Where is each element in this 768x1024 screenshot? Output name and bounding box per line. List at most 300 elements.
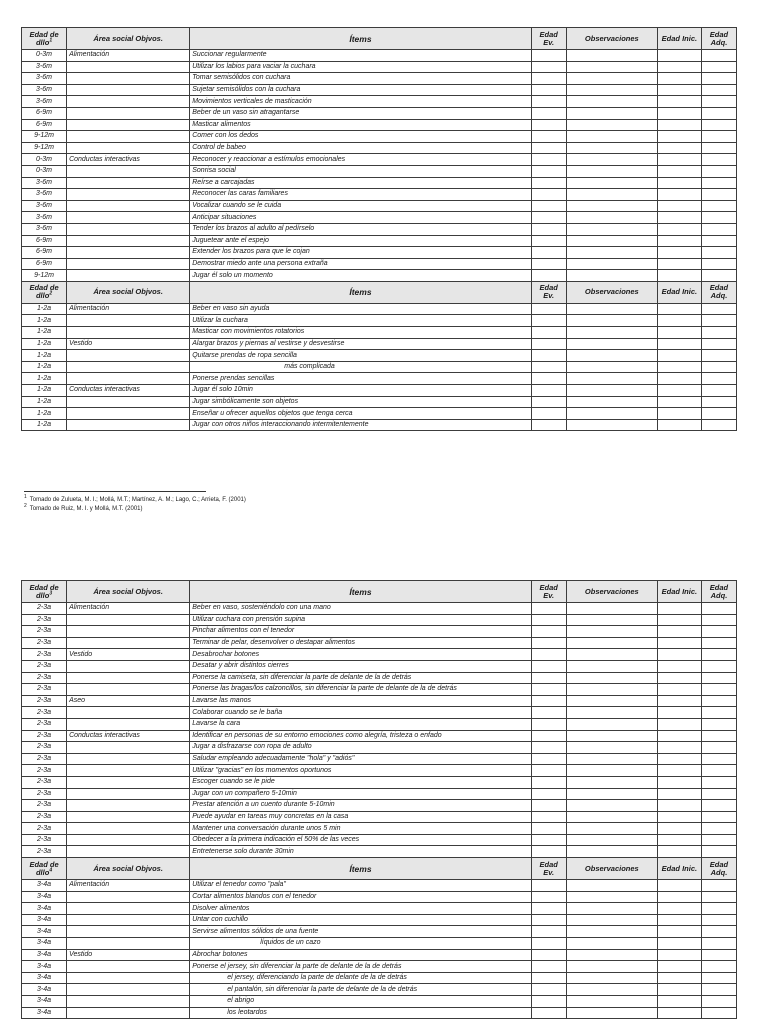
init-age-cell xyxy=(657,189,701,201)
init-age-cell xyxy=(657,823,701,835)
acq-age-cell xyxy=(701,788,736,800)
age-cell: 3-4a xyxy=(22,996,67,1008)
observations-cell xyxy=(566,811,657,823)
item-cell: Quitarse prendas de ropa sencilla xyxy=(190,350,531,362)
init-age-cell xyxy=(657,984,701,996)
eval-age-cell xyxy=(531,73,566,85)
table-row xyxy=(22,84,737,96)
observations-cell xyxy=(566,119,657,131)
init-age-cell xyxy=(657,914,701,926)
header-observations: Observaciones xyxy=(566,581,657,603)
footnote-text: Tomado de Zulueta, M. I.; Mollá, M.T.; Martínez, A. M.; Lago, C.; Arrieta, F. (2001) xyxy=(29,497,246,503)
eval-age-cell xyxy=(531,996,566,1008)
age-cell: 2-3a xyxy=(22,834,67,846)
header-area: Área social Objvos. xyxy=(67,28,190,50)
init-age-cell xyxy=(657,373,701,385)
header-init-age: Edad Inic. xyxy=(657,581,701,603)
observations-cell xyxy=(566,707,657,719)
area-cell: Alimentación xyxy=(67,603,190,615)
init-age-cell xyxy=(657,938,701,950)
observations-cell xyxy=(566,626,657,638)
observations-cell xyxy=(566,350,657,362)
acq-age-cell xyxy=(701,938,736,950)
item-cell: Control de babeo xyxy=(190,142,531,154)
area-cell: Alimentación xyxy=(67,50,190,62)
table-row xyxy=(22,385,737,397)
area-cell xyxy=(67,131,190,143)
area-cell xyxy=(67,361,190,373)
observations-cell xyxy=(566,730,657,742)
init-age-cell xyxy=(657,165,701,177)
header-area: Área social Objvos. xyxy=(67,281,190,303)
acq-age-cell xyxy=(701,880,736,892)
observations-cell xyxy=(566,84,657,96)
init-age-cell xyxy=(657,776,701,788)
area-cell xyxy=(67,660,190,672)
init-age-cell xyxy=(657,235,701,247)
area-cell xyxy=(67,270,190,282)
age-cell: 3-6m xyxy=(22,189,67,201)
table-row xyxy=(22,637,737,649)
area-cell xyxy=(67,846,190,858)
init-age-cell xyxy=(657,84,701,96)
header-items: Ítems xyxy=(190,581,531,603)
table-row xyxy=(22,926,737,938)
item-cell: Jugar él solo 10min xyxy=(190,385,531,397)
item-cell: Reírse a carcajadas xyxy=(190,177,531,189)
header-acq-age: Edad Adq. xyxy=(701,581,736,603)
eval-age-cell xyxy=(531,1007,566,1019)
age-cell: 1-2a xyxy=(22,396,67,408)
header-age: Edad de dllo$^2$ xyxy=(22,281,67,303)
init-age-cell xyxy=(657,50,701,62)
item-cell: Abrochar botones xyxy=(190,949,531,961)
area-cell xyxy=(67,235,190,247)
init-age-cell xyxy=(657,142,701,154)
table-row xyxy=(22,961,737,973)
init-age-cell xyxy=(657,660,701,672)
age-cell: 6-9m xyxy=(22,235,67,247)
eval-age-cell xyxy=(531,891,566,903)
area-cell: Vestido xyxy=(67,949,190,961)
age-cell: 3-6m xyxy=(22,177,67,189)
area-cell: Vestido xyxy=(67,649,190,661)
table-row xyxy=(22,846,737,858)
table-row xyxy=(22,61,737,73)
observations-cell xyxy=(566,718,657,730)
table-header-row xyxy=(22,858,737,880)
age-cell: 1-2a xyxy=(22,419,67,431)
table-row xyxy=(22,707,737,719)
area-cell xyxy=(67,165,190,177)
acq-age-cell xyxy=(701,776,736,788)
item-cell: líquidos de un cazo xyxy=(190,938,531,950)
age-cell: 2-3a xyxy=(22,695,67,707)
acq-age-cell xyxy=(701,626,736,638)
observations-cell xyxy=(566,891,657,903)
table-header-row xyxy=(22,581,737,603)
observations-cell xyxy=(566,270,657,282)
age-cell: 0-3m xyxy=(22,50,67,62)
eval-age-cell xyxy=(531,961,566,973)
age-cell: 3-6m xyxy=(22,212,67,224)
observations-cell xyxy=(566,776,657,788)
observations-cell xyxy=(566,903,657,915)
eval-age-cell xyxy=(531,637,566,649)
table-row xyxy=(22,50,737,62)
header-eval-age: Edad Ev. xyxy=(531,858,566,880)
area-cell xyxy=(67,119,190,131)
area-cell xyxy=(67,672,190,684)
table-row xyxy=(22,891,737,903)
header-age: Edad de dllo$^3$ xyxy=(22,581,67,603)
observations-cell xyxy=(566,938,657,950)
table-row xyxy=(22,614,737,626)
observations-cell xyxy=(566,996,657,1008)
table-row xyxy=(22,142,737,154)
eval-age-cell xyxy=(531,396,566,408)
init-age-cell xyxy=(657,788,701,800)
table-row xyxy=(22,823,737,835)
init-age-cell xyxy=(657,903,701,915)
item-cell: Saludar empleando adecuadamente "hola" y "adiós" xyxy=(190,753,531,765)
init-age-cell xyxy=(657,891,701,903)
table-row xyxy=(22,419,737,431)
area-cell xyxy=(67,684,190,696)
acq-age-cell xyxy=(701,408,736,420)
item-cell: Beber de un vaso sin atragantarse xyxy=(190,107,531,119)
item-cell: Beber en vaso sin ayuda xyxy=(190,303,531,315)
observations-cell xyxy=(566,315,657,327)
age-cell: 3-6m xyxy=(22,73,67,85)
eval-age-cell xyxy=(531,776,566,788)
observations-cell xyxy=(566,649,657,661)
age-cell: 3-6m xyxy=(22,61,67,73)
footnote-marker: 1 xyxy=(24,494,27,500)
observations-cell xyxy=(566,834,657,846)
acq-age-cell xyxy=(701,385,736,397)
observations-cell xyxy=(566,338,657,350)
table-row xyxy=(22,730,737,742)
init-age-cell xyxy=(657,718,701,730)
eval-age-cell xyxy=(531,154,566,166)
eval-age-cell xyxy=(531,695,566,707)
age-cell: 2-3a xyxy=(22,649,67,661)
observations-cell xyxy=(566,660,657,672)
observations-cell xyxy=(566,235,657,247)
eval-age-cell xyxy=(531,603,566,615)
item-cell: Jugar simbólicamente son objetos xyxy=(190,396,531,408)
age-cell: 6-9m xyxy=(22,258,67,270)
observations-cell xyxy=(566,695,657,707)
item-cell: Escoger cuando se le pide xyxy=(190,776,531,788)
acq-age-cell xyxy=(701,258,736,270)
init-age-cell xyxy=(657,961,701,973)
area-cell xyxy=(67,984,190,996)
age-cell: 2-3a xyxy=(22,707,67,719)
eval-age-cell xyxy=(531,189,566,201)
age-cell: 1-2a xyxy=(22,315,67,327)
init-age-cell xyxy=(657,730,701,742)
area-cell: Vestido xyxy=(67,338,190,350)
acq-age-cell xyxy=(701,373,736,385)
init-age-cell xyxy=(657,131,701,143)
age-cell: 6-9m xyxy=(22,247,67,259)
area-cell xyxy=(67,800,190,812)
item-cell: Colaborar cuando se le baña xyxy=(190,707,531,719)
table-row xyxy=(22,626,737,638)
observations-cell xyxy=(566,142,657,154)
eval-age-cell xyxy=(531,107,566,119)
eval-age-cell xyxy=(531,823,566,835)
header-age: Edad de dllo$^4$ xyxy=(22,858,67,880)
eval-age-cell xyxy=(531,846,566,858)
table-row xyxy=(22,107,737,119)
eval-age-cell xyxy=(531,350,566,362)
area-cell xyxy=(67,315,190,327)
footnote xyxy=(24,496,246,505)
area-cell: Conductas interactivas xyxy=(67,385,190,397)
table-row xyxy=(22,96,737,108)
init-age-cell xyxy=(657,811,701,823)
age-cell: 3-4a xyxy=(22,903,67,915)
table-row xyxy=(22,373,737,385)
eval-age-cell xyxy=(531,303,566,315)
table-row xyxy=(22,408,737,420)
init-age-cell xyxy=(657,972,701,984)
table-row xyxy=(22,684,737,696)
observations-cell xyxy=(566,846,657,858)
eval-age-cell xyxy=(531,834,566,846)
observations-cell xyxy=(566,961,657,973)
eval-age-cell xyxy=(531,119,566,131)
acq-age-cell xyxy=(701,73,736,85)
table-row xyxy=(22,914,737,926)
area-cell xyxy=(67,996,190,1008)
init-age-cell xyxy=(657,637,701,649)
area-cell: Conductas interactivas xyxy=(67,730,190,742)
observations-cell xyxy=(566,972,657,984)
observations-cell xyxy=(566,373,657,385)
age-cell: 3-4a xyxy=(22,926,67,938)
acq-age-cell xyxy=(701,270,736,282)
acq-age-cell xyxy=(701,637,736,649)
observations-cell xyxy=(566,672,657,684)
init-age-cell xyxy=(657,154,701,166)
init-age-cell xyxy=(657,107,701,119)
acq-age-cell xyxy=(701,996,736,1008)
acq-age-cell xyxy=(701,753,736,765)
acq-age-cell xyxy=(701,61,736,73)
observations-cell xyxy=(566,165,657,177)
init-age-cell xyxy=(657,949,701,961)
observations-cell xyxy=(566,984,657,996)
init-age-cell xyxy=(657,223,701,235)
acq-age-cell xyxy=(701,154,736,166)
acq-age-cell xyxy=(701,891,736,903)
table-row xyxy=(22,949,737,961)
header-eval-age: Edad Ev. xyxy=(531,581,566,603)
acq-age-cell xyxy=(701,914,736,926)
table-row xyxy=(22,753,737,765)
eval-age-cell xyxy=(531,684,566,696)
table-row xyxy=(22,315,737,327)
area-cell xyxy=(67,61,190,73)
init-age-cell xyxy=(657,350,701,362)
eval-age-cell xyxy=(531,373,566,385)
age-cell: 1-2a xyxy=(22,408,67,420)
init-age-cell xyxy=(657,396,701,408)
table-row xyxy=(22,800,737,812)
observations-cell xyxy=(566,61,657,73)
eval-age-cell xyxy=(531,949,566,961)
age-cell: 2-3a xyxy=(22,823,67,835)
table-row xyxy=(22,119,737,131)
item-cell: Untar con cuchillo xyxy=(190,914,531,926)
item-cell: Utilizar la cuchara xyxy=(190,315,531,327)
item-cell: Masticar con movimientos rotatorios xyxy=(190,327,531,339)
table-row xyxy=(22,880,737,892)
header-items: Ítems xyxy=(190,858,531,880)
observations-cell xyxy=(566,212,657,224)
acq-age-cell xyxy=(701,350,736,362)
age-cell: 1-2a xyxy=(22,373,67,385)
footnote-marker: 2 xyxy=(24,503,27,509)
area-cell xyxy=(67,718,190,730)
table-row xyxy=(22,765,737,777)
eval-age-cell xyxy=(531,247,566,259)
development-table-1 xyxy=(21,27,737,431)
observations-cell xyxy=(566,258,657,270)
area-cell xyxy=(67,926,190,938)
area-cell xyxy=(67,765,190,777)
observations-cell xyxy=(566,303,657,315)
observations-cell xyxy=(566,385,657,397)
acq-age-cell xyxy=(701,800,736,812)
item-cell: Lavarse las manos xyxy=(190,695,531,707)
table-row xyxy=(22,396,737,408)
observations-cell xyxy=(566,96,657,108)
header-items: Ítems xyxy=(190,281,531,303)
observations-cell xyxy=(566,247,657,259)
acq-age-cell xyxy=(701,926,736,938)
area-cell xyxy=(67,107,190,119)
eval-age-cell xyxy=(531,223,566,235)
header-init-age: Edad Inic. xyxy=(657,858,701,880)
footnote xyxy=(24,505,246,514)
table-row xyxy=(22,649,737,661)
header-observations: Observaciones xyxy=(566,858,657,880)
eval-age-cell xyxy=(531,672,566,684)
eval-age-cell xyxy=(531,788,566,800)
age-cell: 3-6m xyxy=(22,223,67,235)
area-cell xyxy=(67,247,190,259)
init-age-cell xyxy=(657,603,701,615)
observations-cell xyxy=(566,788,657,800)
init-age-cell xyxy=(657,742,701,754)
age-cell: 3-4a xyxy=(22,914,67,926)
area-cell xyxy=(67,350,190,362)
table-row xyxy=(22,742,737,754)
acq-age-cell xyxy=(701,131,736,143)
eval-age-cell xyxy=(531,926,566,938)
init-age-cell xyxy=(657,800,701,812)
area-cell xyxy=(67,961,190,973)
eval-age-cell xyxy=(531,914,566,926)
area-cell xyxy=(67,903,190,915)
footnote-marker: 4 xyxy=(49,867,53,874)
item-cell: Utilizar el tenedor como "pala" xyxy=(190,880,531,892)
area-cell xyxy=(67,73,190,85)
table-row xyxy=(22,938,737,950)
init-age-cell xyxy=(657,385,701,397)
table-row xyxy=(22,776,737,788)
item-cell: Jugar con un compañero 5-10min xyxy=(190,788,531,800)
observations-cell xyxy=(566,614,657,626)
item-cell: Prestar atención a un cuento durante 5-10min xyxy=(190,800,531,812)
acq-age-cell xyxy=(701,142,736,154)
acq-age-cell xyxy=(701,730,736,742)
area-cell xyxy=(67,823,190,835)
item-cell: Demostrar miedo ante una persona extraña xyxy=(190,258,531,270)
item-cell: Ponerse el jersey, sin diferenciar la parte de delante de la de detrás xyxy=(190,961,531,973)
table-row xyxy=(22,603,737,615)
eval-age-cell xyxy=(531,649,566,661)
age-cell: 2-3a xyxy=(22,626,67,638)
item-cell: Juguetear ante el espejo xyxy=(190,235,531,247)
item-cell: Movimientos verticales de masticación xyxy=(190,96,531,108)
acq-age-cell xyxy=(701,107,736,119)
header-area: Área social Objvos. xyxy=(67,858,190,880)
item-cell: Extender los brazos para que le cojan xyxy=(190,247,531,259)
table-row xyxy=(22,212,737,224)
item-cell: Utilizar cuchara con prensión supina xyxy=(190,614,531,626)
eval-age-cell xyxy=(531,327,566,339)
acq-age-cell xyxy=(701,972,736,984)
age-cell: 1-2a xyxy=(22,361,67,373)
table-row xyxy=(22,189,737,201)
eval-age-cell xyxy=(531,200,566,212)
eval-age-cell xyxy=(531,361,566,373)
area-cell xyxy=(67,189,190,201)
area-cell xyxy=(67,142,190,154)
eval-age-cell xyxy=(531,131,566,143)
acq-age-cell xyxy=(701,50,736,62)
item-cell: Masticar alimentos xyxy=(190,119,531,131)
observations-cell xyxy=(566,327,657,339)
acq-age-cell xyxy=(701,707,736,719)
init-age-cell xyxy=(657,695,701,707)
table-header-row xyxy=(22,281,737,303)
init-age-cell xyxy=(657,315,701,327)
item-cell: Enseñar u ofrecer aquellos objetos que tenga cerca xyxy=(190,408,531,420)
eval-age-cell xyxy=(531,165,566,177)
area-cell xyxy=(67,626,190,638)
init-age-cell xyxy=(657,753,701,765)
item-cell: Tender los brazos al adulto al pedírselo xyxy=(190,223,531,235)
table-row xyxy=(22,223,737,235)
area-cell xyxy=(67,891,190,903)
table-row xyxy=(22,327,737,339)
acq-age-cell xyxy=(701,834,736,846)
acq-age-cell xyxy=(701,765,736,777)
area-cell xyxy=(67,972,190,984)
footnotes xyxy=(24,491,246,514)
eval-age-cell xyxy=(531,614,566,626)
eval-age-cell xyxy=(531,972,566,984)
acq-age-cell xyxy=(701,200,736,212)
table-row xyxy=(22,258,737,270)
